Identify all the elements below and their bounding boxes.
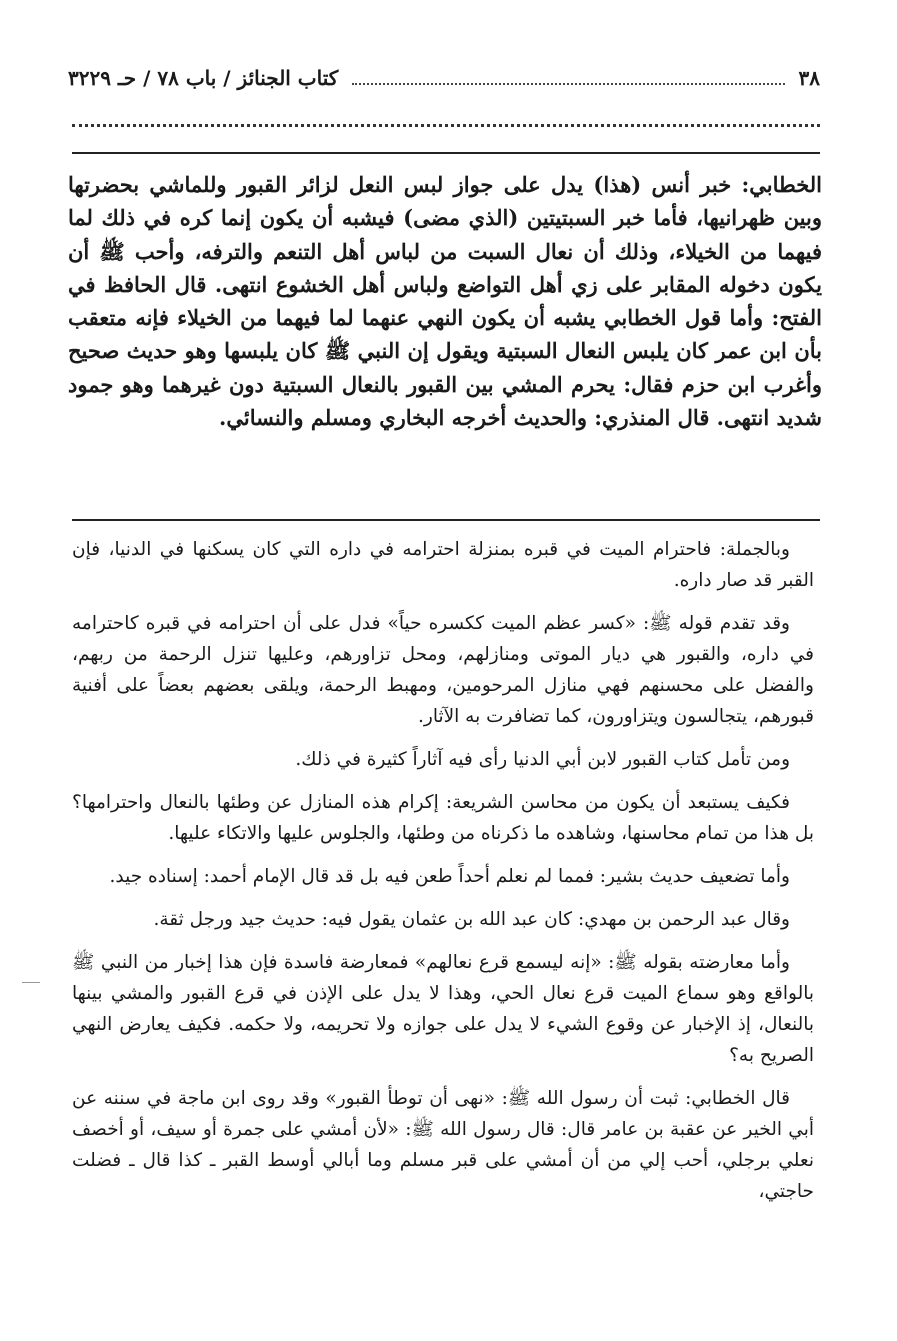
page-number: ٣٨ [798,66,820,90]
paragraph: وقال عبد الرحمن بن مهدي: كان عبد الله بن عثمان يقول فيه: حديث جيد ورجل ثقة. [153,909,790,930]
paragraph: فكيف يستبعد أن يكون من محاسن الشريعة: إكرام هذه المنازل عن وطئها بالنعال واحترامها؟ بل هذا من تمام محاسنها، وشاهده ما ذكرناه من وطئها، والجلوس عليها والاتكاء عليها. [72,792,814,844]
paragraph: وبالجملة: فاحترام الميت في قبره بمنزلة احترامه في داره التي كان يسكنها في الدنيا، فإن القبر قد صار داره. [72,539,814,591]
running-header [68,58,820,98]
dotted-divider [72,124,820,127]
paragraph: وأما تضعيف حديث بشير: فمما لم نعلم أحداً طعن فيه بل قد قال الإمام أحمد: إسناده جيد. [109,866,790,887]
chapter-reference: كتاب الجنائز / باب ٧٨ / حـ ٣٢٢٩ [68,66,339,90]
commentary-block: الخطابي: خبر أنس (هذا) يدل على جواز لبس النعل لزائر القبور وللماشي بحضرتها وبين ظهرانيها، فأما خبر السبتيتين (الذي مضى) فيشبه أن يكون إنما كره في ذلك لما فيهما من الخيلاء، وذلك أن نعال السبت من لباس أهل التنعم والترفه، وأحب ﷺ أن يكون دخوله المقابر على زي أهل التواضع ولباس أهل الخشوع انتهى. قال الحافظ في الفتح: وأما قول الخطابي يشبه أن يكون النهي عنهما لما فيهما من الخيلاء فإنه متعقب بأن ابن عمر كان يلبس النعال السبتية ويقول إن النبي ﷺ كان يلبسها وهو حديث صحيح وأغرب ابن حزم فقال: يحرم المشي بين القبور بالنعال السبتية دون غيرهما وهو جمود شديد انتهى. قال المنذري: والحديث أخرجه البخاري ومسلم والنسائي. [68,172,822,431]
paragraph: وأما معارضته بقوله ﷺ: «إنه ليسمع قرع نعالهم» فمعارضة فاسدة فإن هذا إخبار من النبي ﷺ بالواقع وهو سماع الميت قرع نعال الحي، وهذا لا يدل على الإذن في قرع القبور والمشي بينها بالنعال، إذ الإخبار عن وقوع الشيء لا يدل على جوازه ولا تحريمه، ولا حكمه. فكيف يعارض النهي الصريح به؟ [72,952,814,1066]
section-rule [72,519,820,521]
header-dot-leader [352,71,784,85]
main-text [72,534,814,1219]
margin-mark [22,982,40,983]
paragraph: وقد تقدم قوله ﷺ: «كسر عظم الميت ككسره حياً» فدل على أن احترامه في قبره كاحترامه في داره، والقبور هي ديار الموتى ومنازلهم، ومحل تزاورهم، وعليها تنزل الرحمة من ربهم، والفضل على محسنهم فهي منازل المرحومين، ومهبط الرحمة، ويلقى بعضهم بعضاً على أفنية قبورهم، يتجالسون ويتزاورون، كما تضافرت به الآثار. [72,613,814,727]
header-rule [72,152,820,154]
paragraph: قال الخطابي: ثبت أن رسول الله ﷺ: «نهى أن توطأ القبور» وقد روى ابن ماجة في سننه عن أبي الخير عن عقبة بن عامر قال: قال رسول الله ﷺ: «لأن أمشي على جمرة أو سيف، أو أخصف نعلي برجلي، أحب إلي من أن أمشي على قبر مسلم وما أبالي أوسط القبر ـ كذا قال ـ فضلت حاجتي، [72,1088,814,1202]
paragraph: ومن تأمل كتاب القبور لابن أبي الدنيا رأى فيه آثاراً كثيرة في ذلك. [295,749,790,770]
